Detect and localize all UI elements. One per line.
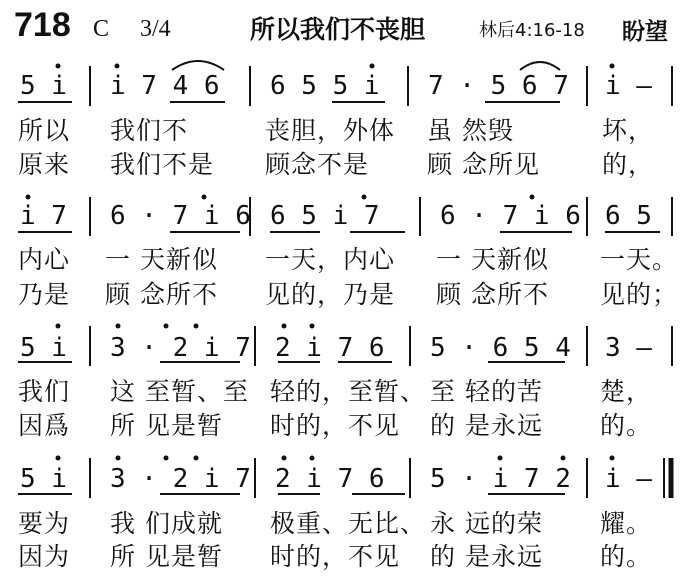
lyric-verse-1: 虽 然毁 <box>427 116 514 145</box>
measure-notes: i — <box>605 71 652 101</box>
octave-dot <box>26 195 31 200</box>
octave-dot <box>498 456 503 461</box>
octave-dot <box>194 324 199 329</box>
measure-notes: i 7 4 6 <box>110 71 220 101</box>
lyric-verse-2: 所 见是暂 <box>110 411 223 440</box>
octave-dot <box>164 456 169 461</box>
octave-dot <box>194 456 199 461</box>
scripture-reference: 林后4:16-18 <box>479 20 585 41</box>
measure-notes: 2 i 7 6 <box>275 464 385 494</box>
key-signature: C <box>93 16 110 42</box>
measure-notes: i — <box>605 464 652 494</box>
measure-notes: 6 · 7 i 6 <box>110 201 251 231</box>
measure-notes: 3 — <box>605 333 652 363</box>
measure-notes: 5 i <box>20 333 67 363</box>
measure-notes: 5 i <box>20 464 67 494</box>
lyric-verse-2: 乃是 <box>18 280 71 309</box>
lyric-verse-1: 一天，内心 <box>265 245 396 274</box>
hymn-category: 盼望 <box>622 19 668 45</box>
hymn-title: 所以我们不丧胆 <box>250 15 426 44</box>
octave-dot <box>310 324 315 329</box>
lyric-verse-1: 坏， <box>602 116 655 145</box>
lyric-verse-2: 顾 念所不 <box>436 280 549 309</box>
octave-dot <box>610 64 615 69</box>
octave-dot <box>561 456 566 461</box>
lyric-verse-2: 顾 念所不 <box>105 280 218 309</box>
octave-dot <box>310 456 315 461</box>
lyric-verse-1: 丧胆，外体 <box>265 116 396 145</box>
measure-notes: 3 · 2 i 7 <box>110 333 251 363</box>
octave-dot <box>115 64 120 69</box>
measure-notes: 3 · 2 i 7 <box>110 464 251 494</box>
lyric-verse-1: 一 天新似 <box>105 245 218 274</box>
lyric-verse-2: 原来 <box>18 150 71 179</box>
lyric-verse-2: 见的； <box>600 280 679 309</box>
measure-notes: i 7 <box>20 201 67 231</box>
lyric-verse-2: 所 见是暂 <box>110 542 223 571</box>
lyric-verse-2: 顾 念所见 <box>427 150 540 179</box>
measure-notes: 5 i <box>20 71 67 101</box>
lyric-verse-2: 的， <box>602 150 655 179</box>
octave-dot <box>370 64 375 69</box>
octave-dot <box>56 456 61 461</box>
octave-dot <box>282 324 287 329</box>
measure-notes: 6 5 5 i <box>270 71 380 101</box>
lyric-verse-1: 我 们成就 <box>110 509 223 538</box>
lyric-verse-1: 我们 <box>18 377 71 406</box>
measure-notes: 6 5 <box>605 201 652 231</box>
lyric-verse-1: 至 轻的苦 <box>430 377 543 406</box>
lyric-verse-2: 的。 <box>600 411 653 440</box>
lyric-verse-2: 时的，不见 <box>270 542 401 571</box>
lyric-verse-1: 所以 <box>18 116 71 145</box>
lyric-verse-2: 因为 <box>18 542 71 571</box>
octave-dot <box>56 324 61 329</box>
measure-notes: 5 · i 7 2 <box>430 464 571 494</box>
lyric-verse-1: 我们不 <box>110 116 189 145</box>
lyric-verse-1: 一天。 <box>600 245 679 274</box>
lyric-verse-1: 一 天新似 <box>436 245 549 274</box>
lyric-verse-1: 这 至暂、至 <box>110 377 249 406</box>
measure-notes: 2 i 7 6 <box>275 333 385 363</box>
octave-dot <box>530 195 535 200</box>
octave-dot <box>164 324 169 329</box>
lyric-verse-2: 的 是永远 <box>430 542 543 571</box>
octave-dot <box>116 324 121 329</box>
hymn-number: 718 <box>14 6 71 44</box>
lyric-verse-1: 要为 <box>18 509 71 538</box>
lyric-verse-2: 因爲 <box>18 411 71 440</box>
slur <box>172 61 224 70</box>
measure-notes: 7 · 5 6 7 <box>428 71 569 101</box>
lyric-verse-2: 见的，乃是 <box>265 280 396 309</box>
lyric-verse-2: 的。 <box>600 542 653 571</box>
octave-dot <box>610 456 615 461</box>
octave-dot <box>202 195 207 200</box>
lyric-verse-2: 时的，不见 <box>270 411 401 440</box>
octave-dot <box>116 456 121 461</box>
lyric-verse-1: 楚， <box>600 377 653 406</box>
octave-dot <box>362 195 367 200</box>
lyric-verse-2: 我们不是 <box>110 150 215 179</box>
lyric-verse-2: 的 是永远 <box>430 411 543 440</box>
lyric-verse-1: 内心 <box>18 245 71 274</box>
octave-dot <box>56 64 61 69</box>
lyric-verse-1: 极重、无比、 <box>270 509 427 538</box>
time-signature: 3/4 <box>140 16 171 42</box>
measure-notes: 5 · 6 5 4 <box>430 333 571 363</box>
lyric-verse-1: 永 远的荣 <box>430 509 543 538</box>
lyric-verse-1: 耀。 <box>600 509 653 538</box>
lyric-verse-2: 顾念不是 <box>265 150 370 179</box>
lyric-verse-1: 轻的，至暂、 <box>270 377 427 406</box>
measure-notes: 6 5 i 7 <box>270 201 380 231</box>
measure-notes: 6 · 7 i 6 <box>440 201 581 231</box>
slur <box>520 62 560 70</box>
octave-dot <box>282 456 287 461</box>
